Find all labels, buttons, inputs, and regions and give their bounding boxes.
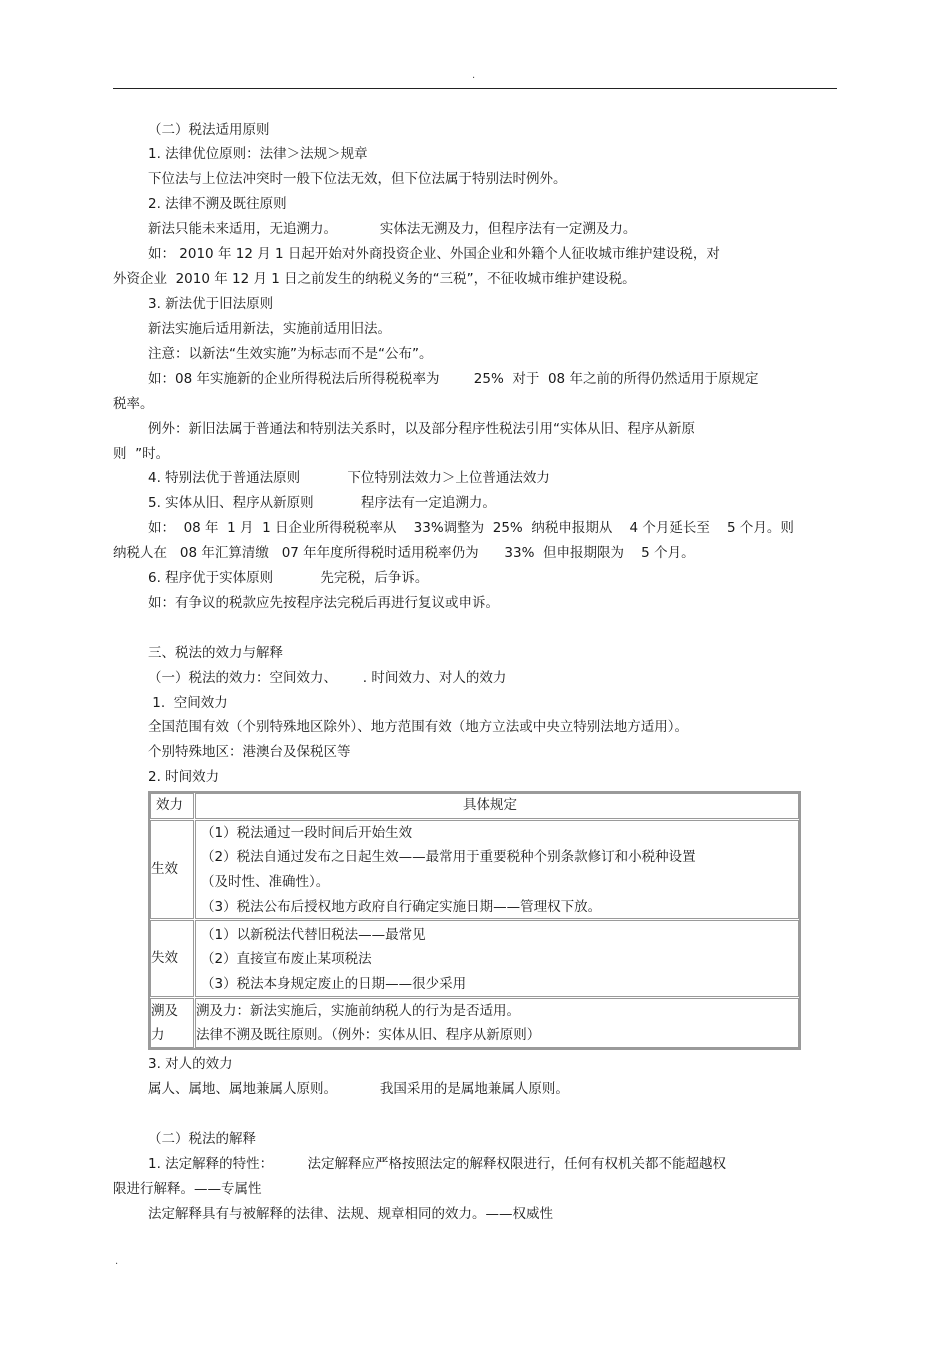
paragraph-line: 2. 法律不溯及既往原则 xyxy=(148,196,287,212)
paragraph-line: （一）税法的效力：空间效力、 . 时间效力、对人的效力 xyxy=(148,670,507,686)
table-cell-line: （1）以新税法代替旧税法——最常见 xyxy=(201,927,426,943)
table-row-label: 力 xyxy=(151,1027,165,1043)
table-header-label: 效力 xyxy=(156,797,183,813)
paragraph-line: 如：08 年实施新的企业所得税法后所得税税率为 25% 对于 08 年之前的所得仍然适用于原规定 xyxy=(148,371,759,387)
paragraph-line: 4. 特别法优于普通法原则 下位特别法效力＞上位普通法效力 xyxy=(148,470,550,486)
paragraph-line: 新法实施后适用新法，实施前适用旧法。 xyxy=(148,321,391,337)
paragraph-line: 税率。 xyxy=(113,396,154,412)
table-row-label: 失效 xyxy=(151,950,178,966)
paragraph-line: 则 ”时。 xyxy=(113,446,170,462)
paragraph-line: 全国范围有效（个别特殊地区除外）、地方范围有效（地方立法或中央立特别法地方适用）。 xyxy=(148,719,688,735)
paragraph-line: 6. 程序优于实体原则 先完税，后争诉。 xyxy=(148,570,429,586)
header-rule xyxy=(113,88,837,89)
table-cell-line: （及时性、准确性）。 xyxy=(201,874,330,890)
paragraph-line: 法定解释具有与被解释的法律、法规、规章相同的效力。——权威性 xyxy=(148,1206,553,1222)
paragraph-line: 1. 法律优位原则：法律＞法规＞规章 xyxy=(148,146,368,162)
paragraph-line: 限进行解释。——专属性 xyxy=(113,1181,262,1197)
paragraph-line: 外资企业 2010 年 12 月 1 日之前发生的纳税义务的“三税”，不征收城市维护建设税。 xyxy=(113,271,636,287)
paragraph-line: 1. 法定解释的特性： 法定解释应严格按照法定的解释权限进行，任何有权机关都不能超越权 xyxy=(148,1156,727,1172)
paragraph-line: 如： 2010 年 12 月 1 日起开始对外商投资企业、外国企业和外籍个人征收城市维护建设税，对 xyxy=(148,246,720,262)
paragraph-line: 3. 对人的效力 xyxy=(148,1056,233,1072)
table-cell-line: （2）直接宣布废止某项税法 xyxy=(201,951,372,967)
paragraph-line: 个别特殊地区：港澳台及保税区等 xyxy=(148,744,351,760)
paragraph-line: 下位法与上位法冲突时一般下位法无效，但下位法属于特别法时例外。 xyxy=(148,171,567,187)
time-effect-table xyxy=(148,791,801,1050)
section-heading: （二）税法的解释 xyxy=(148,1131,256,1147)
header-mark: . xyxy=(472,70,476,81)
section-heading: （二）税法适用原则 xyxy=(148,122,270,138)
paragraph-line: 注意：以新法“生效实施”为标志而不是“公布”。 xyxy=(148,346,433,362)
paragraph-line: 新法只能未来适用，无追溯力。 实体法无溯及力，但程序法有一定溯及力。 xyxy=(148,221,637,237)
paragraph-line: 1. 空间效力 xyxy=(148,695,228,711)
paragraph-line: 如：有争议的税款应先按程序法完税后再进行复议或申诉。 xyxy=(148,595,499,611)
paragraph-line: 5. 实体从旧、程序从新原则 程序法有一定追溯力。 xyxy=(148,495,496,511)
paragraph-line: 如： 08 年 1 月 1 日企业所得税税率从 33%调整为 25% 纳税申报期从 4 个月延长至 5 个月。则 xyxy=(148,520,794,536)
table-cell-line: （3）税法公布后授权地方政府自行确定实施日期——管理权下放。 xyxy=(201,899,602,915)
paragraph-line: 例外：新旧法属于普通法和特别法关系时，以及部分程序性税法引用“实体从旧、程序从新原 xyxy=(148,421,695,437)
table-row-label: 溯及 xyxy=(151,1003,178,1019)
footer-mark: . xyxy=(115,1256,119,1267)
paragraph-line: 纳税人在 08 年汇算清缴 07 年年度所得税时适用税率仍为 33% 但申报期限为 5 个月。 xyxy=(113,545,695,561)
paragraph-line: 属人、属地、属地兼属人原则。 我国采用的是属地兼属人原则。 xyxy=(148,1081,569,1097)
table-cell-line: 溯及力：新法实施后，实施前纳税人的行为是否适用。 xyxy=(196,1003,520,1019)
table-cell-line: 法律不溯及既往原则。（例外：实体从旧、程序从新原则） xyxy=(196,1027,541,1043)
paragraph-line: 3. 新法优于旧法原则 xyxy=(148,296,274,312)
paragraph-line: 2. 时间效力 xyxy=(148,769,220,785)
table-cell-line: （2）税法自通过发布之日起生效——最常用于重要税种个别条款修订和小税种设置 xyxy=(201,849,696,865)
table-row-label: 生效 xyxy=(151,861,178,877)
section-heading: 三、税法的效力与解释 xyxy=(148,645,283,661)
table-header-label: 具体规定 xyxy=(463,797,517,813)
table-cell-line: （3）税法本身规定废止的日期——很少采用 xyxy=(201,976,467,992)
table-cell-line: （1）税法通过一段时间后开始生效 xyxy=(201,825,413,841)
